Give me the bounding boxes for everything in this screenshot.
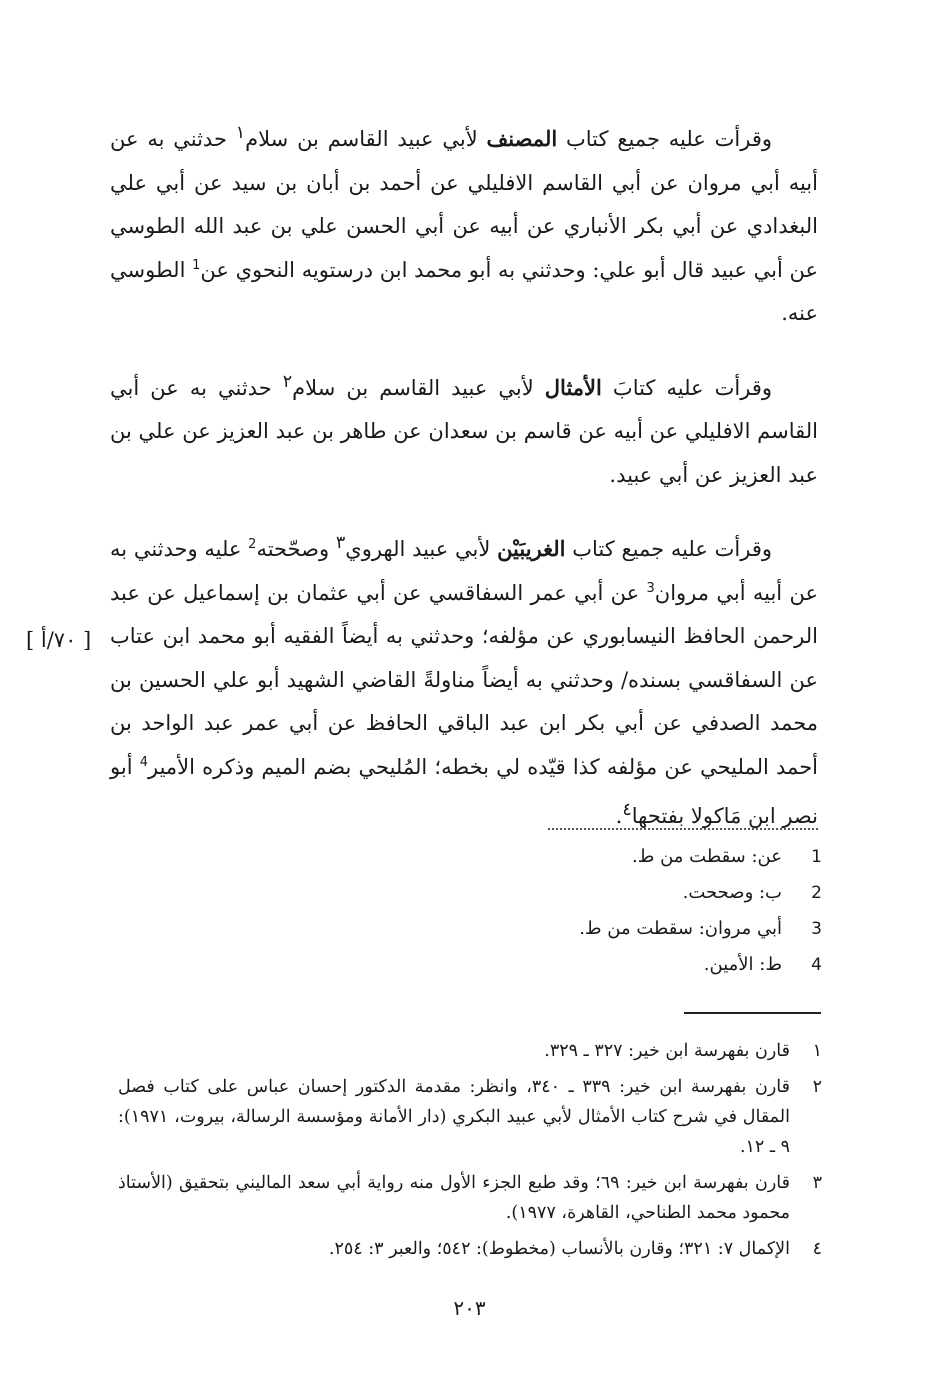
apparatus-text: ط: الأمين. [703,954,782,975]
footnote-number: ٢ [812,1077,822,1097]
apparatus-item [340,954,822,990]
variant-ref: 3 [646,580,655,596]
text-run: . [615,804,623,828]
text-run: وقرأت عليه كتابَ [601,375,772,400]
apparatus-item [340,882,822,918]
text-run: وصحّحته [256,537,336,561]
variant-ref: 2 [248,537,257,552]
footnote-text: قارن بفهرسة ابن خير: ٣٣٩ ـ ٣٤٠، وانظر: مقدمة الدكتور إحسان عباس على كتاب فصل المقال في شرح كتاب الأمثال لأبي عبيد البكري (دار الأمانة ومؤسسة الرسالة، بيروت، ١٩٧١): ٩ ـ ١٢. [118,1077,790,1157]
book-title: الغريبَيْن [497,536,566,561]
apparatus-number: 4 [811,955,822,975]
text-run: حدثني به عن أبيه أبي مروان عن أبي القاسم الافليلي عن أحمد بن أبان بن سيد عن أبي علي البغدادي عن أبي بكر الأنباري عن أبيه عن أبي الحسن علي بن عبد الله الطوسي عن أبي عبيد قال أبو علي: وحدثني به أبو محمد ابن درستويه النحوي عن [110,127,818,282]
footnote [118,1234,822,1264]
footnote-number: ٤ [812,1239,822,1259]
paragraph-musannaf [110,112,818,336]
footnote-text: قارن بفهرسة ابن خير: ٣٢٧ ـ ٣٢٩. [544,1041,790,1061]
page-number: ٢٠٣ [453,1296,486,1320]
footnote [118,1168,822,1228]
apparatus-text: أبي مروان: سقطت من ط. [579,918,782,939]
footnote-divider [684,1012,821,1014]
footnote-ref: ٣ [335,533,346,553]
critical-apparatus [340,846,822,990]
text-run: حدثني به عن أبي القاسم الافليلي عن أبيه عن قاسم بن سعدان عن طاهر بن عبد العزيز عن علي بن عبد العزيز عن أبي عبيد. [110,375,818,487]
footnotes [118,1036,822,1270]
footnote-number: ١ [812,1041,822,1061]
paragraph-gharibayn [110,522,818,839]
book-title: المصنف [486,126,558,151]
footnote-ref: ٤ [622,800,632,820]
apparatus-divider [548,828,818,830]
text-run: أبو نصر ابن مَاكولا بفتحها [110,754,818,828]
text-run: لأبي عبيد القاسم بن سلام [245,127,487,151]
apparatus-text: عن: سقطت من ط. [631,846,782,867]
apparatus-number: 3 [811,919,822,939]
footnote [118,1072,822,1162]
text-run: عن أبي عمر السفاقسي عن أبي عثمان بن إسماعيل عن عبد الرحمن الحافظ النيسابوري عن مؤلفه؛ وحدثني به أيضاً الفقيه أبو محمد ابن عتاب عن السفاقسي بسنده/ وحدثني به أيضاً مناولةً القاضي الشهيد أبو علي الحسين بن محمد الصدفي عن أبي بكر ابن عبد الباقي الحافظ عن أبي عمر عبد الواحد بن أحمد المليحي عن مؤلفه كذا قيّده لي بخطه؛ المُليحي بضم الميم وذكره الأمير [110,580,819,779]
text-run: وقرأت عليه جميع كتاب [565,537,772,561]
apparatus-number: 1 [811,847,822,867]
text-run: لأبي عبيد القاسم بن سلام [292,375,545,400]
variant-ref: 4 [139,754,148,770]
text-run: الطوسي عنه. [110,257,818,325]
footnote-ref: ٢ [282,371,293,392]
apparatus-number: 2 [811,883,822,903]
main-text [110,112,818,839]
text-run: وقرأت عليه جميع كتاب [557,127,772,151]
text-run: عليه وحدثني به عن أبيه أبي مروان [110,537,818,605]
apparatus-text: ب: وصححت. [682,882,782,903]
apparatus-item [340,846,822,882]
paragraph-amthal [110,361,818,498]
footnote-text: الإكمال ٧: ٣٢١؛ وقارن بالأنساب (مخطوط): ٥٤٢؛ والعبر ٣: ٢٥٤. [328,1239,790,1259]
text-run: لأبي عبيد الهروي [345,537,498,561]
footnote-number: ٣ [812,1173,822,1193]
variant-ref: 1 [192,257,201,273]
apparatus-item [340,918,822,954]
footnote [118,1036,822,1066]
footnote-text: قارن بفهرسة ابن خير: ٦٩؛ وقد طبع الجزء الأول منه رواية أبي سعد الماليني بتحقيق (الأستاذ محمود محمد الطناحي، القاهرة، ١٩٧٧). [118,1173,790,1223]
manuscript-folio-marker: [ ٧٠/أ ] [26,628,92,652]
footnote-ref: ١ [235,123,246,143]
book-title: الأمثال [544,374,602,400]
